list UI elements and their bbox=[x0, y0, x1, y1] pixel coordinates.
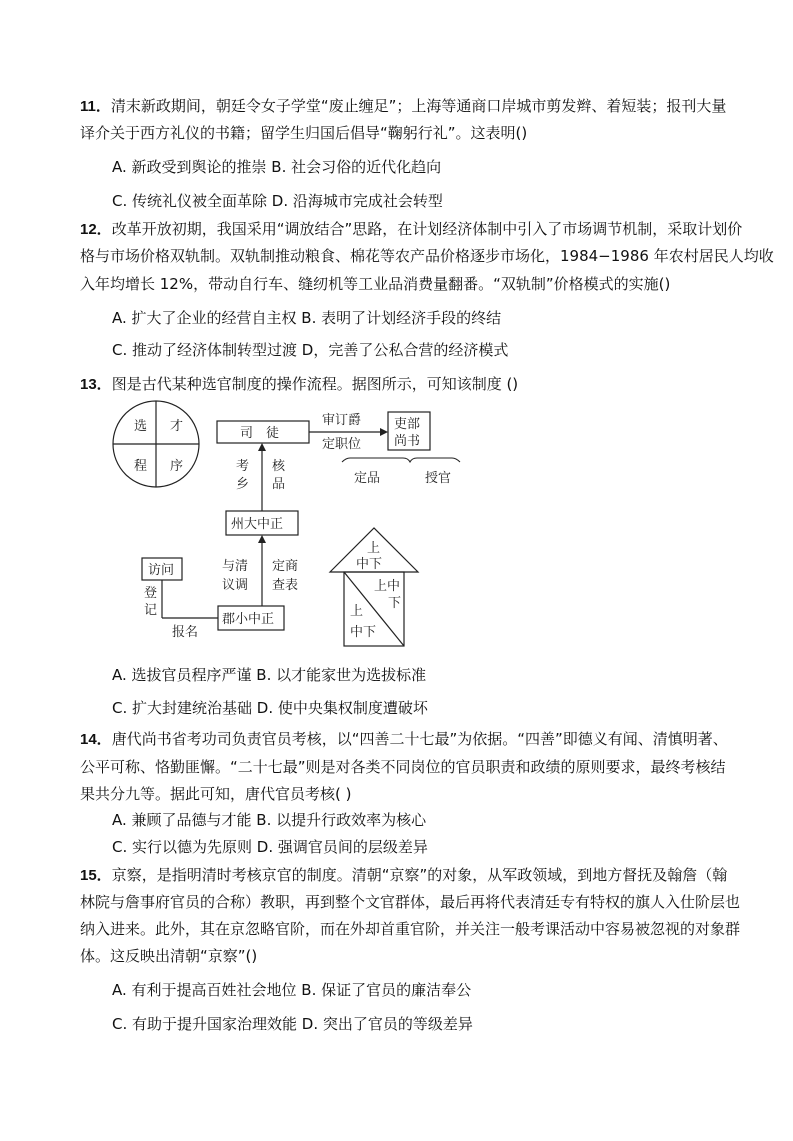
circle-text-3: 程 bbox=[134, 459, 148, 474]
q12-option-cd: C. 推动了经济体制转型过渡 D，完善了公私合营的经济模式 bbox=[112, 341, 509, 359]
deng-label: 登 bbox=[144, 586, 158, 601]
q15-stem-line4: 体。这反映出清朝“京察”() bbox=[80, 947, 258, 965]
q15-stem-line3: 纳入进来。此外，其在京忽略官阶，而在外却首重官阶，并关注一般考课活动中容易被忽视的对象群 bbox=[80, 920, 741, 938]
rank-house-figure bbox=[330, 528, 418, 646]
tri-lower-text-2: 中下 bbox=[350, 625, 377, 640]
q11-option-ab: A. 新政受到舆论的推崇 B. 社会习俗的近代化趋向 bbox=[112, 158, 442, 176]
dingpin-label: 定品 bbox=[354, 471, 381, 486]
q13-stem-line1: 13．图是古代某种选官制度的操作流程。据图所示，可知该制度 () bbox=[80, 375, 519, 393]
q15-option-ab: A. 有利于提高百姓社会地位 B. 保证了官员的廉洁奉公 bbox=[112, 981, 472, 999]
dingshang-label-1: 定商 bbox=[272, 559, 299, 574]
q12-number: 12． bbox=[80, 221, 112, 238]
kao-label: 考 bbox=[236, 459, 250, 474]
q11-option-cd: C. 传统礼仪被全面革除 D. 沿海城市完成社会转型 bbox=[112, 192, 443, 210]
dingshang-label-2: 查表 bbox=[272, 578, 299, 593]
circle-text-4: 序 bbox=[170, 459, 184, 474]
libu-label-1: 吏部 bbox=[394, 417, 421, 432]
q15-number: 15． bbox=[80, 867, 112, 884]
q14-number: 14． bbox=[80, 731, 112, 748]
house-top-text: 上 bbox=[367, 541, 381, 556]
q14-stem-line2: 公平可称、恪勤匪懈。“二十七最”则是对各类不同岗位的官员职责和政绩的原则要求，最终考核结 bbox=[80, 758, 726, 776]
yuqing-label-2: 议调 bbox=[222, 578, 249, 593]
tri-upper-text-2: 下 bbox=[388, 596, 402, 611]
q12-stem-line2: 格与市场价格双轨制。双轨制推动粮食、棉花等农产品价格逐步市场化，1984−1986 年农村居民人均收 bbox=[80, 247, 774, 265]
q11-number: 11． bbox=[80, 98, 111, 115]
q14-option-ab: A. 兼顾了品德与才能 B. 以提升行政效率为核心 bbox=[112, 811, 427, 829]
ji-label: 记 bbox=[144, 603, 158, 618]
baoming-label: 报名 bbox=[172, 625, 199, 640]
q13-option-cd: C. 扩大封建统治基础 D. 使中央集权制度遭破坏 bbox=[112, 699, 428, 717]
tri-upper-text-1: 上中 bbox=[374, 579, 401, 594]
q13-option-ab: A. 选拔官员程序严谨 B. 以才能家世为选拔标准 bbox=[112, 666, 427, 684]
brace bbox=[342, 458, 460, 462]
q15-stem-line1: 15．京察，是指明清时考核京官的制度。清朝“京察”的对象，从军政领域，到地方督抚及翰詹（翰 bbox=[80, 866, 728, 884]
q14-option-cd: C. 实行以德为先原则 D. 强调官员间的层级差异 bbox=[112, 838, 428, 856]
selection-process-diagram bbox=[110, 400, 480, 660]
q12-stem-line1: 12．改革开放初期，我国采用“调放结合”思路，在计划经济体制中引入了市场调节机制，采取计划价 bbox=[80, 220, 743, 238]
shouguan-label: 授官 bbox=[425, 471, 452, 486]
fangwen-label: 访问 bbox=[148, 563, 175, 578]
circle-quadrants bbox=[113, 401, 199, 487]
q12-option-ab: A. 扩大了企业的经营自主权 B. 表明了计划经济手段的终结 bbox=[112, 309, 502, 327]
q15-stem-line2: 林院与詹事府官员的合称）教职，再到整个文官群体，最后再将代表清廷专有特权的旗人入仕阶层也 bbox=[80, 893, 741, 911]
q14-stem-line3: 果共分九等。据此可知，唐代官员考核( ) bbox=[80, 785, 352, 803]
shendingjue-label: 审订爵 bbox=[322, 413, 362, 428]
house-mid-text: 中下 bbox=[356, 557, 383, 572]
yuqing-label-1: 与清 bbox=[222, 559, 249, 574]
dingzhiwei-label: 定职位 bbox=[322, 437, 362, 452]
circle-text-1: 选 bbox=[134, 419, 148, 434]
libu-label-2: 尚书 bbox=[394, 434, 421, 449]
pin-label: 品 bbox=[272, 477, 286, 492]
junxiaozhongzheng-label: 郡小中正 bbox=[222, 612, 275, 627]
q15-option-cd: C. 有助于提升国家治理效能 D. 突出了官员的等级差异 bbox=[112, 1015, 473, 1033]
q13-number: 13． bbox=[80, 376, 112, 393]
zhoudazhongzheng-label: 州大中正 bbox=[231, 517, 284, 532]
q14-stem-line1: 14．唐代尚书省考功司负责官员考核，以“四善二十七最”为依据。“四善”即德义有闻、清慎明著、 bbox=[80, 730, 728, 748]
xiang-label: 乡 bbox=[236, 477, 250, 492]
q12-stem-line3: 入年均增长 12%，带动自行车、缝纫机等工业品消费量翻番。“双轨制”价格模式的实施() bbox=[80, 275, 671, 293]
circle-text-2: 才 bbox=[170, 419, 184, 434]
q11-stem-line2: 译介关于西方礼仪的书籍；留学生归国后倡导“鞠躬行礼”。这表明() bbox=[80, 124, 528, 142]
he-label: 核 bbox=[272, 459, 286, 474]
situ-label: 司 徒 bbox=[240, 426, 280, 441]
tri-lower-text-1: 上 bbox=[350, 604, 364, 619]
q11-stem-line1: 11．清末新政期间，朝廷令女子学堂“废止缠足”；上海等通商口岸城市剪发辫、着短装；报刊大量 bbox=[80, 97, 727, 115]
